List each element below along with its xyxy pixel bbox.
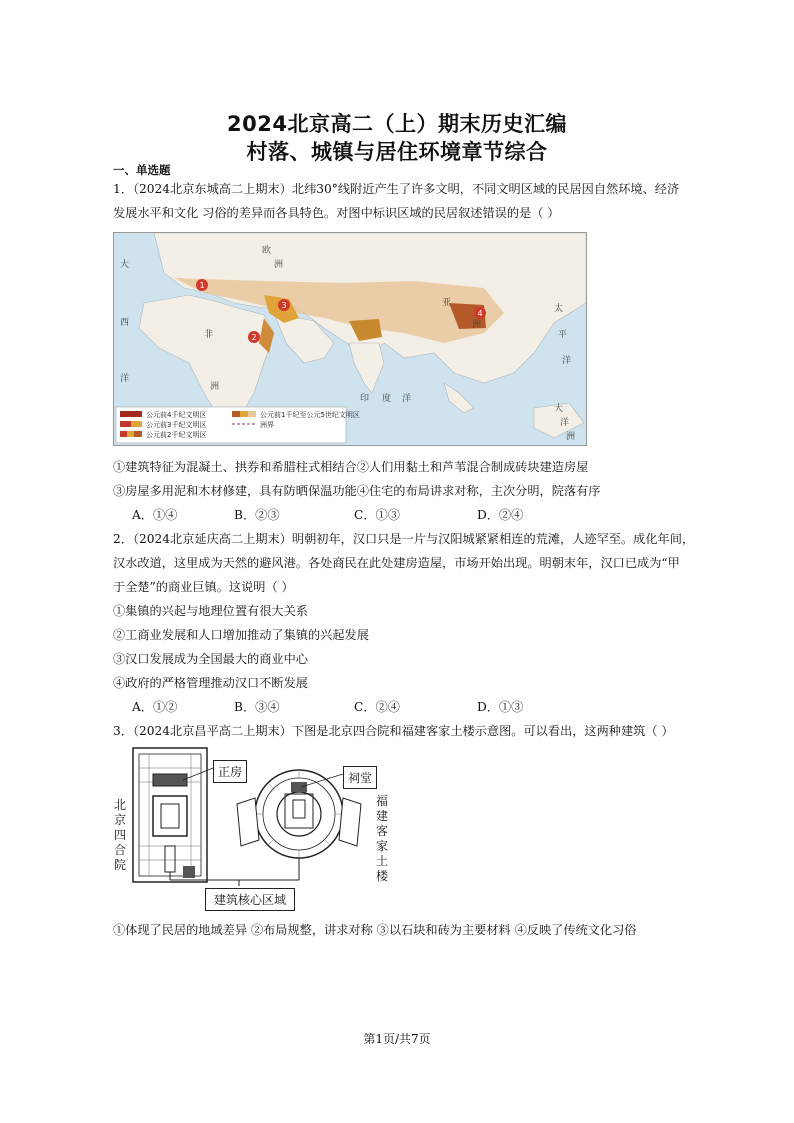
q1-option-a[interactable]: A．①④ xyxy=(132,508,178,522)
svg-text:亚: 亚 xyxy=(442,298,452,308)
q2-statement-3: ③汉口发展成为全国最大的商业中心 xyxy=(113,652,308,666)
label-core-area: 建筑核心区域 xyxy=(205,888,295,911)
q1-option-b[interactable]: B．②③ xyxy=(234,508,280,522)
svg-text:洋: 洋 xyxy=(560,418,570,428)
q2-statement-2: ②工商业发展和人口增加推动了集镇的兴起发展 xyxy=(113,628,369,642)
svg-text:大: 大 xyxy=(120,260,130,270)
q2-stem-line1: 2．（2024北京延庆高二上期末）明朝初年，汉口只是一片与汉阳城紧紧相连的荒滩，人迹罕至。成化年间， xyxy=(113,532,695,546)
section-heading: 一、单选题 xyxy=(113,163,171,177)
q2-stem-line3: 于全楚”的商业巨镇。这说明（ ） xyxy=(113,580,294,594)
svg-text:非: 非 xyxy=(204,330,214,340)
q3-stem: 3．（2024北京昌平高二上期末）下图是北京四合院和福建客家土楼示意图。可以看出，这两种建筑（ ） xyxy=(113,724,674,738)
q2-statement-1: ①集镇的兴起与地理位置有很大关系 xyxy=(113,604,308,618)
map-marker-1 xyxy=(196,279,208,291)
svg-text:大: 大 xyxy=(554,404,564,414)
q2-statement-4: ④政府的严格管理推动汉口不断发展 xyxy=(113,676,308,690)
svg-text:欧: 欧 xyxy=(262,246,272,256)
svg-text:平: 平 xyxy=(558,330,568,340)
svg-text:洋: 洋 xyxy=(120,374,130,384)
svg-text:2: 2 xyxy=(251,333,257,342)
svg-text:洲界: 洲界 xyxy=(260,421,274,429)
svg-text:太: 太 xyxy=(554,304,564,314)
q2-stem-line2: 汉水改道，这里成为天然的避风港。各处商民在此处建房造屋，市场开始出现。明朝末年，汉口已成为“甲 xyxy=(113,556,680,570)
label-main-room: 正房 xyxy=(213,760,247,783)
architecture-diagram xyxy=(113,746,393,914)
svg-text:3: 3 xyxy=(281,301,287,310)
q2-option-c[interactable]: C．②④ xyxy=(354,700,400,714)
doc-title-line1: 2024北京高二（上）期末历史汇编 xyxy=(227,112,567,136)
q1-option-c[interactable]: C．①③ xyxy=(354,508,400,522)
label-tulou: 福建客家土楼 xyxy=(375,794,388,883)
page-footer: 第1页/共7页 xyxy=(363,1032,431,1046)
svg-text:公元前1千纪至公元5世纪文明区: 公元前1千纪至公元5世纪文明区 xyxy=(260,411,360,419)
svg-text:洋: 洋 xyxy=(402,394,412,404)
q1-statement-line2: ③房屋多用泥和木材修建，具有防晒保温功能④住宅的布局讲求对称，主次分明，院落有序 xyxy=(113,484,601,498)
svg-text:洲: 洲 xyxy=(274,260,284,270)
svg-text:印: 印 xyxy=(360,394,370,404)
q1-option-d[interactable]: D．②④ xyxy=(477,508,524,522)
svg-text:洲: 洲 xyxy=(566,432,576,442)
svg-text:度: 度 xyxy=(382,394,392,404)
svg-text:4: 4 xyxy=(477,309,483,318)
q2-option-a[interactable]: A．①② xyxy=(132,700,178,714)
civilization-map xyxy=(113,232,587,446)
map-graphic xyxy=(114,233,586,445)
q1-statement-line1: ①建筑特征为混凝土、拱券和希腊柱式相结合②人们用黏土和芦苇混合制成砖块建造房屋 xyxy=(113,460,589,474)
svg-text:公元前4千纪文明区: 公元前4千纪文明区 xyxy=(146,411,207,419)
map-legend xyxy=(116,407,360,443)
map-marker-3 xyxy=(278,299,290,311)
q3-statement: ①体现了民居的地域差异 ②布局规整，讲求对称 ③以石块和砖为主要材料 ④反映了传统文化习俗 xyxy=(113,923,637,937)
svg-text:洋: 洋 xyxy=(562,356,572,366)
label-siheyuan: 北京四合院 xyxy=(113,798,126,872)
q1-stem-line1: 1．（2024北京东城高二上期末）北纬30°线附近产生了许多文明，不同文明区域的民居因自然环境、经济 xyxy=(113,182,680,196)
label-shrine: 祠堂 xyxy=(343,766,377,789)
svg-text:洲: 洲 xyxy=(472,320,482,330)
svg-text:公元前3千纪文明区: 公元前3千纪文明区 xyxy=(146,421,207,429)
map-marker-4 xyxy=(474,307,486,319)
svg-text:洲: 洲 xyxy=(210,382,220,392)
q2-option-d[interactable]: D．①③ xyxy=(477,700,524,714)
q2-option-b[interactable]: B．③④ xyxy=(234,700,280,714)
doc-title-line2: 村落、城镇与居住环境章节综合 xyxy=(246,140,548,164)
q1-stem-line2: 发展水平和文化 习俗的差异而各具特色。对图中标识区域的民居叙述错误的是（ ） xyxy=(113,206,560,220)
svg-text:1: 1 xyxy=(199,281,205,290)
svg-text:公元前2千纪文明区: 公元前2千纪文明区 xyxy=(146,431,207,439)
svg-text:西: 西 xyxy=(120,318,130,328)
map-marker-2 xyxy=(248,331,260,343)
